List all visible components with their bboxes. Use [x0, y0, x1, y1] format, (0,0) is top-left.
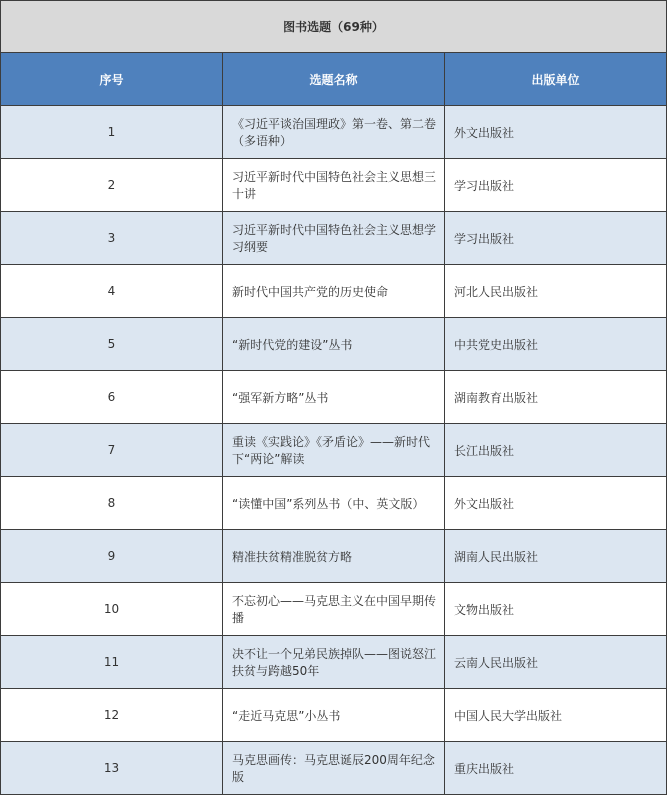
table-row [1, 318, 667, 371]
cell-name: 习近平新时代中国特色社会主义思想三十讲 [223, 159, 445, 212]
header-name: 选题名称 [223, 53, 445, 106]
cell-no: 7 [1, 424, 223, 477]
cell-name: “走近马克思”小丛书 [223, 689, 445, 742]
cell-no: 3 [1, 212, 223, 265]
table-row [1, 477, 667, 530]
cell-name: 新时代中国共产党的历史使命 [223, 265, 445, 318]
cell-no: 8 [1, 477, 223, 530]
table-row [1, 530, 667, 583]
cell-name: 马克思画传：马克思诞辰200周年纪念版 [223, 742, 445, 795]
header-no: 序号 [1, 53, 223, 106]
cell-no: 6 [1, 371, 223, 424]
cell-name: 决不让一个兄弟民族掉队——图说怒江扶贫与跨越50年 [223, 636, 445, 689]
table-row [1, 159, 667, 212]
cell-name: 精准扶贫精准脱贫方略 [223, 530, 445, 583]
cell-publisher: 长江出版社 [445, 424, 667, 477]
cell-no: 12 [1, 689, 223, 742]
cell-name: 《习近平谈治国理政》第一卷、第二卷（多语种） [223, 106, 445, 159]
cell-name: “读懂中国”系列丛书（中、英文版） [223, 477, 445, 530]
cell-publisher: 湖南教育出版社 [445, 371, 667, 424]
table-row [1, 424, 667, 477]
cell-publisher: 外文出版社 [445, 477, 667, 530]
table-row [1, 636, 667, 689]
cell-no: 4 [1, 265, 223, 318]
cell-name: “强军新方略”丛书 [223, 371, 445, 424]
table-row [1, 583, 667, 636]
table-row [1, 371, 667, 424]
cell-publisher: 学习出版社 [445, 159, 667, 212]
header-publisher: 出版单位 [445, 53, 667, 106]
cell-no: 2 [1, 159, 223, 212]
table-row [1, 265, 667, 318]
cell-publisher: 云南人民出版社 [445, 636, 667, 689]
cell-no: 1 [1, 106, 223, 159]
cell-publisher: 河北人民出版社 [445, 265, 667, 318]
cell-publisher: 学习出版社 [445, 212, 667, 265]
cell-publisher: 中国人民大学出版社 [445, 689, 667, 742]
table-header-row [1, 53, 667, 106]
table-title: 图书选题（69种） [1, 1, 667, 53]
cell-name: 习近平新时代中国特色社会主义思想学习纲要 [223, 212, 445, 265]
cell-name: 重读《实践论》《矛盾论》——新时代下“两论”解读 [223, 424, 445, 477]
cell-no: 11 [1, 636, 223, 689]
cell-publisher: 外文出版社 [445, 106, 667, 159]
cell-no: 9 [1, 530, 223, 583]
cell-publisher: 重庆出版社 [445, 742, 667, 795]
cell-publisher: 文物出版社 [445, 583, 667, 636]
cell-name: “新时代党的建设”丛书 [223, 318, 445, 371]
table-row [1, 212, 667, 265]
cell-no: 13 [1, 742, 223, 795]
table-row [1, 742, 667, 795]
table-title-row [1, 1, 667, 53]
table-row [1, 689, 667, 742]
cell-publisher: 中共党史出版社 [445, 318, 667, 371]
cell-publisher: 湖南人民出版社 [445, 530, 667, 583]
cell-name: 不忘初心——马克思主义在中国早期传播 [223, 583, 445, 636]
cell-no: 5 [1, 318, 223, 371]
table-row [1, 106, 667, 159]
cell-no: 10 [1, 583, 223, 636]
